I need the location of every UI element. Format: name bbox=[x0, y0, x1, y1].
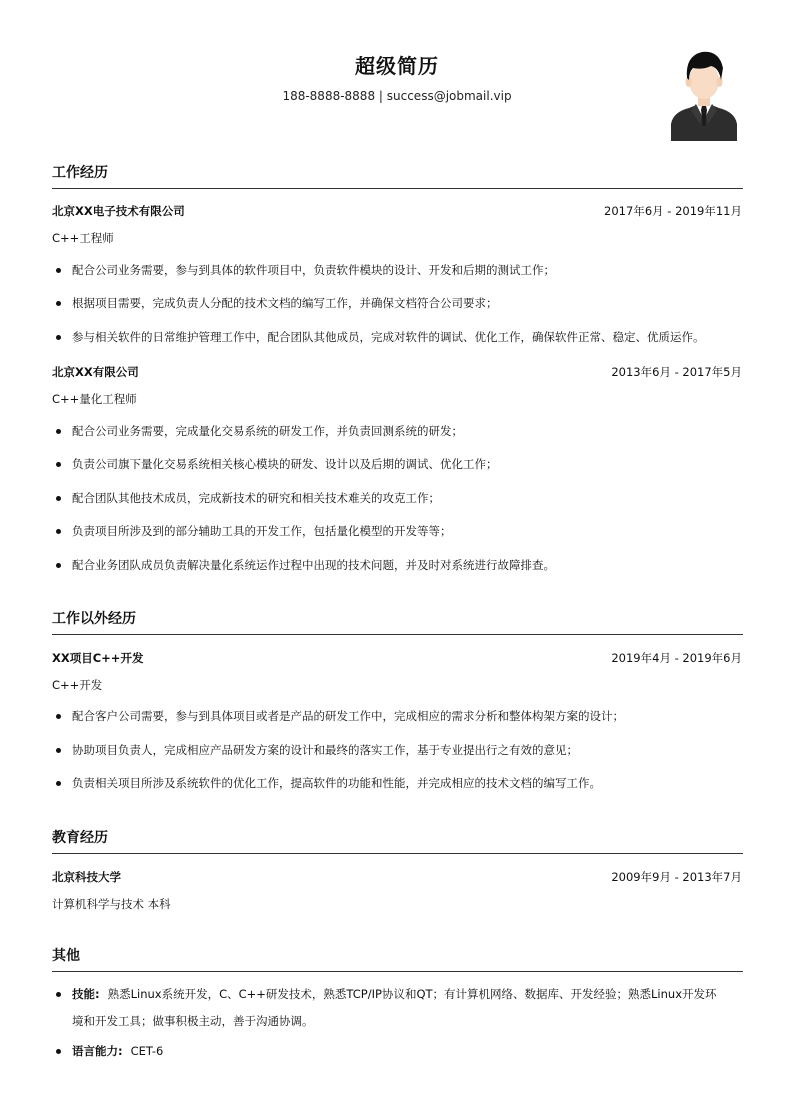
entry-role: C++工程师 bbox=[52, 231, 114, 245]
section-divider bbox=[52, 188, 743, 189]
contact-info: 188-8888-8888 | success@jobmail.vip bbox=[282, 89, 512, 103]
entry-school: 北京科技大学 bbox=[52, 870, 121, 884]
skills-label: 技能: bbox=[72, 987, 100, 1001]
list-item: 配合公司业务需要，参与到具体的软件项目中，负责软件模块的设计、开发和后期的测试工作； bbox=[72, 257, 744, 284]
list-item: 负责公司旗下量化交易系统相关核心模块的研发、设计以及后期的调试、优化工作； bbox=[72, 451, 744, 478]
list-item: 配合公司业务需要，完成量化交易系统的研发工作，并负责回测系统的研发； bbox=[72, 418, 744, 445]
section-title-other: 其他 bbox=[52, 948, 80, 964]
section-title-other-experience: 工作以外经历 bbox=[52, 611, 136, 627]
language-label: 语言能力: bbox=[72, 1044, 123, 1058]
entry-role: C++量化工程师 bbox=[52, 392, 137, 406]
entry-role: C++开发 bbox=[52, 678, 103, 692]
avatar bbox=[669, 46, 739, 141]
section-title-education: 教育经历 bbox=[52, 830, 108, 846]
avatar-portrait-icon bbox=[669, 46, 739, 141]
section-divider bbox=[52, 971, 743, 972]
list-item: 参与相关软件的日常维护管理工作中，配合团队其他成员，完成对软件的调试、优化工作，确保软件正常、稳定、优质运作。 bbox=[72, 324, 744, 351]
list-item: 配合团队其他技术成员，完成新技术的研究和相关技术难关的攻克工作； bbox=[72, 485, 744, 512]
entry-date: 2009年9月 - 2013年7月 bbox=[611, 870, 742, 884]
list-item: 负责相关项目所涉及系统软件的优化工作，提高软件的功能和性能，并完成相应的技术文档的编写工作。 bbox=[72, 770, 744, 797]
entry-company: 北京XX电子技术有限公司 bbox=[52, 204, 185, 218]
list-item: 协助项目负责人，完成相应产品研发方案的设计和最终的落实工作，基于专业提出行之有效的意见； bbox=[72, 737, 744, 764]
entry-major: 计算机科学与技术 本科 bbox=[52, 897, 171, 911]
language-item bbox=[72, 1038, 744, 1065]
entry-date: 2017年6月 - 2019年11月 bbox=[604, 204, 742, 218]
skills-text-line1: 熟悉Linux系统开发，C、C++研发技术，熟悉TCP/IP协议和QT；有计算机网络、数据库、开发经验；熟悉Linux开发环 bbox=[107, 987, 717, 1001]
list-item: 配合业务团队成员负责解决量化系统运作过程中出现的技术问题，并及时对系统进行故障排查。 bbox=[72, 552, 744, 579]
list-item: 配合客户公司需要，参与到具体项目或者是产品的研发工作中，完成相应的需求分析和整体构架方案的设计； bbox=[72, 703, 744, 730]
list-item: 负责项目所涉及到的部分辅助工具的开发工作，包括量化模型的开发等等； bbox=[72, 518, 744, 545]
section-title-work: 工作经历 bbox=[52, 165, 108, 181]
section-divider bbox=[52, 853, 743, 854]
skills-text-line2: 境和开发工具；做事积极主动，善于沟通协调。 bbox=[72, 1014, 314, 1028]
entry-project: XX项目C++开发 bbox=[52, 651, 144, 665]
resume-header bbox=[0, 0, 794, 150]
resume-name: 超级简历 bbox=[355, 54, 439, 78]
entry-date: 2019年4月 - 2019年6月 bbox=[611, 651, 742, 665]
list-item: 根据项目需要，完成负责人分配的技术文档的编写工作，并确保文档符合公司要求； bbox=[72, 290, 744, 317]
entry-company: 北京XX有限公司 bbox=[52, 365, 139, 379]
language-text: CET-6 bbox=[130, 1044, 164, 1058]
entry-date: 2013年6月 - 2017年5月 bbox=[611, 365, 742, 379]
section-divider bbox=[52, 634, 743, 635]
skills-item bbox=[72, 981, 744, 1035]
